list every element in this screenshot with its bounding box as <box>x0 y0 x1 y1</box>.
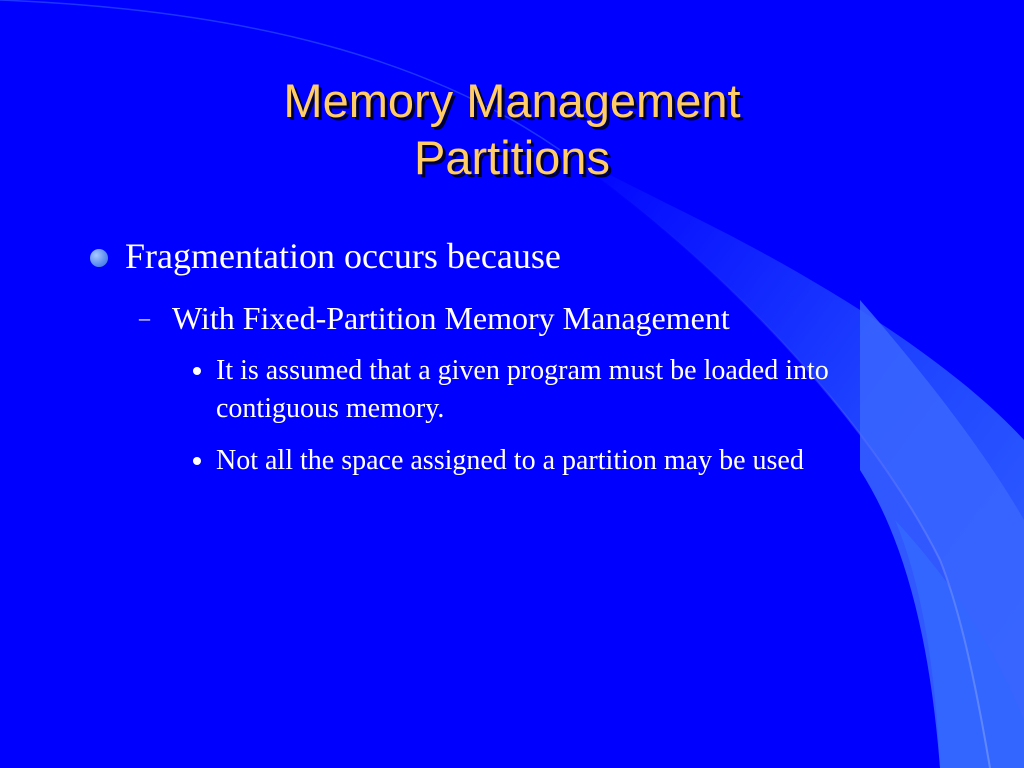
bullet-level-3-text: Not all the space assigned to a partition may be used <box>216 445 804 476</box>
small-bullet-icon <box>193 367 201 375</box>
small-bullet-icon <box>193 457 201 465</box>
dash-marker: – <box>139 305 150 330</box>
bullet-level-2-text: With Fixed-Partition Memory Management <box>172 300 730 336</box>
title-line-2: Partitions <box>414 131 610 184</box>
bullet-level-3-text: It is assumed that a given program must be loaded into contiguous memory. <box>216 355 829 424</box>
bullet-level-1-text: Fragmentation occurs because <box>125 236 561 276</box>
title-line-1: Memory Management <box>283 74 741 127</box>
bullet-dot-icon <box>90 249 108 267</box>
